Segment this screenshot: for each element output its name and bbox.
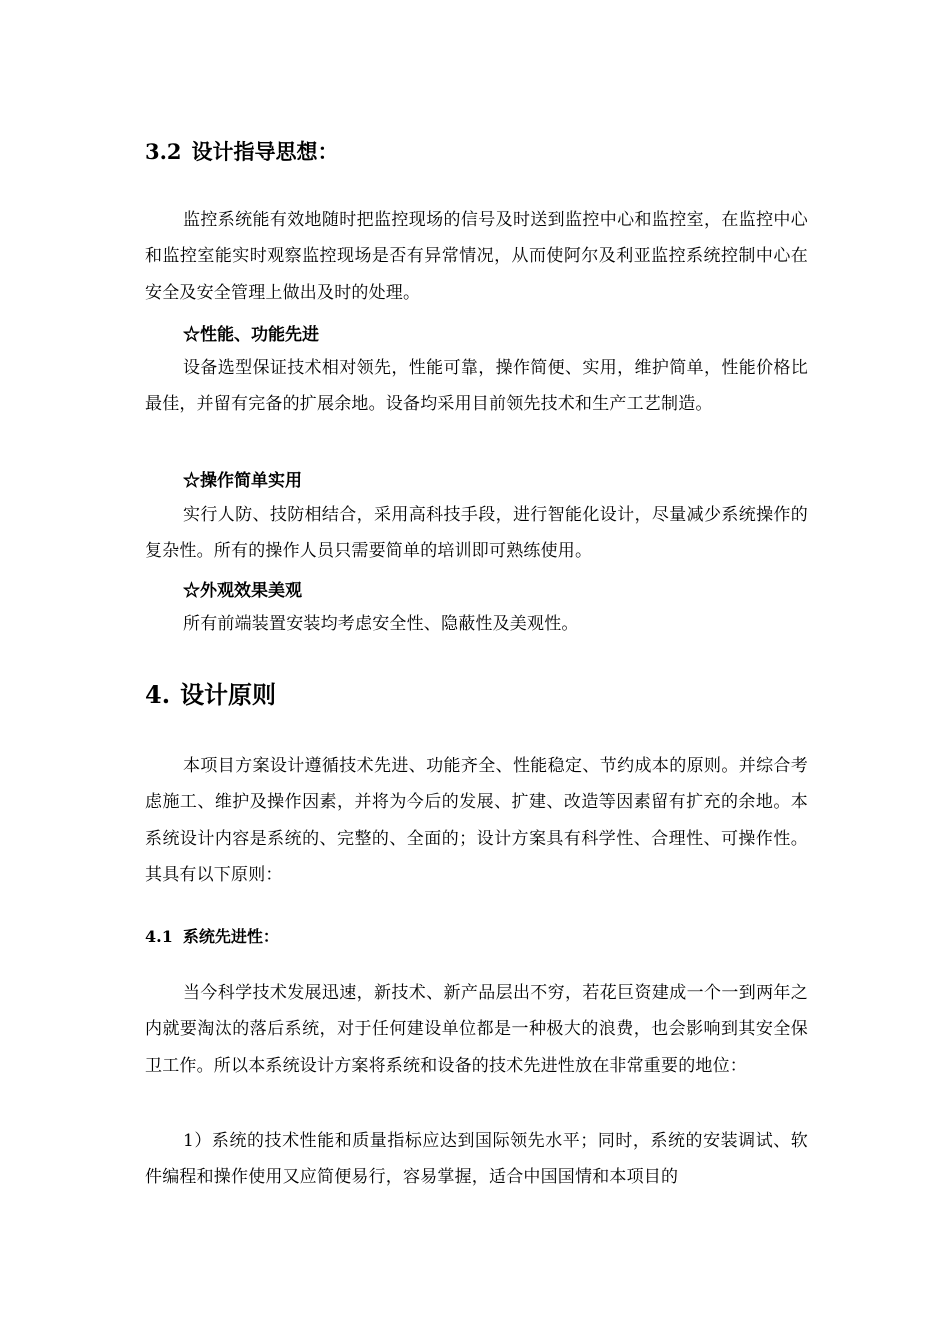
section-4-1-number: 4.1 <box>145 927 173 946</box>
section-4-1-intro: 当今科学技术发展迅速，新技术、新产品层出不穷，若花巨资建成一个一到两年之内就要淘汰的落后系统，对于任何建设单位都是一种极大的浪费，也会影响到其安全保卫工作。所以本系统设计方案将系统和设备的技术先进性放在非常重要的地位： <box>145 983 808 1076</box>
section-3-2-title: 设计指导思想： <box>191 139 339 164</box>
item-heading-appearance: ☆外观效果美观 <box>183 581 302 601</box>
section-4-intro: 本项目方案设计遵循技术先进、功能齐全、性能稳定、节约成本的原则。并综合考虑施工、维护及操作因素，并将为今后的发展、扩建、改造等因素留有扩充的余地。本系统设计内容是系统的、完整的、全面的；设计方案具有科学性、合理性、可操作性。其具有以下原则： <box>145 756 808 886</box>
section-4-1-point-1: 1）系统的技术性能和质量指标应达到国际领先水平；同时，系统的安装调试、软件编程和操作使用又应简便易行，容易掌握，适合中国国情和本项目的 <box>145 1131 808 1188</box>
section-4-number: 4. <box>145 680 171 709</box>
section-4-1-heading <box>145 924 808 950</box>
item-text-operation: 实行人防、技防相结合，采用高科技手段，进行智能化设计，尽量减少系统操作的复杂性。所有的操作人员只需要简单的培训即可熟练使用。 <box>145 505 808 562</box>
item-heading-performance: ☆性能、功能先进 <box>183 325 319 345</box>
section-3-2-number: 3.2 <box>145 139 182 164</box>
section-4-title: 设计原则 <box>180 680 277 709</box>
section-4-heading <box>145 678 808 712</box>
item-text-performance: 设备选型保证技术相对领先，性能可靠，操作简便、实用，维护简单，性能价格比最佳，并留有完备的扩展余地。设备均采用目前领先技术和生产工艺制造。 <box>145 358 808 415</box>
item-heading-operation: ☆操作简单实用 <box>183 471 302 491</box>
section-3-2-heading <box>145 137 808 167</box>
section-4-1-title: 系统先进性： <box>182 927 279 946</box>
item-text-appearance: 所有前端装置安装均考虑安全性、隐蔽性及美观性。 <box>183 614 579 634</box>
section-3-2-intro: 监控系统能有效地随时把监控现场的信号及时送到监控中心和监控室，在监控中心和监控室能实时观察监控现场是否有异常情况，从而使阿尔及利亚监控系统控制中心在安全及安全管理上做出及时的处理。 <box>145 210 808 303</box>
